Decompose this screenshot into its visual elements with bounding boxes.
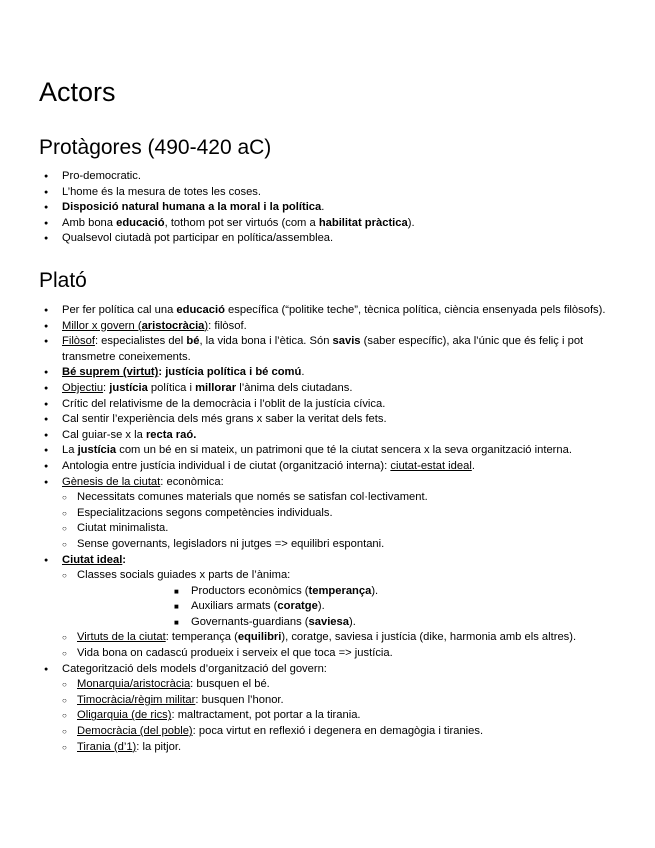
sub-list-item — [40, 568, 618, 584]
list-item — [40, 334, 618, 365]
text-run: : justícia política i bé comú — [158, 366, 302, 379]
text-run: Governants-guardians ( — [191, 615, 309, 628]
text-run: recta raó. — [145, 428, 197, 441]
list-item — [40, 319, 618, 335]
text-run: Crític del relativisme de la democràcia i l’oblit de la justícia cívica. — [62, 397, 386, 410]
text-run: Antologia entre justícia individual i de ciutat (organització interna): — [62, 459, 391, 472]
text-run: justícia — [109, 381, 148, 394]
list-item — [40, 303, 618, 319]
page-title: Actors — [39, 77, 116, 107]
text-run: : poca virtut en reflexió i degenera en demagògia i tiranies. — [192, 725, 484, 738]
sub-list-item — [40, 521, 618, 537]
sub-sub-list-item — [40, 615, 618, 631]
text-run: Democràcia (del poble) — [77, 725, 193, 738]
text-run: com un bé en si mateix, un patrimoni que té la ciutat sencera x la seva organització interna. — [116, 444, 572, 457]
text-run: Ciutat minimalista. — [77, 522, 169, 535]
list-item — [40, 443, 618, 459]
list-item — [40, 200, 618, 216]
text-run: Objectiu — [62, 381, 104, 394]
text-run: : temperança ( — [165, 631, 238, 644]
text-run: coratge — [277, 600, 318, 613]
text-run: Millor x govern ( — [62, 319, 142, 332]
text-run: Especialitzacions segons competències individuals. — [77, 506, 333, 519]
text-run: . — [471, 459, 475, 472]
list-item — [40, 185, 618, 201]
sub-list-item — [40, 708, 618, 724]
text-run: : filòsof. — [208, 319, 247, 332]
text-run: : econòmica: — [160, 475, 224, 488]
text-run: Virtuts de la ciutat — [77, 631, 166, 644]
plato-list — [40, 303, 618, 755]
text-run: : maltractament, pot portar a la tirania. — [171, 709, 361, 722]
list-item — [40, 231, 618, 247]
text-run: Per fer política cal una — [62, 304, 177, 316]
text-run: . — [321, 201, 325, 214]
text-run: habilitat pràctica — [318, 216, 408, 229]
text-run: Gènesis de la ciutat — [62, 475, 161, 488]
text-run: Classes socials guiades x parts de l’ànima: — [77, 569, 291, 582]
text-run: Necessitats comunes materials que només se satisfan col·lectivament. — [77, 491, 428, 504]
text-run: Ciutat ideal — [62, 553, 123, 566]
list-item — [40, 662, 618, 678]
list-item — [40, 169, 618, 185]
sub-sub-list-item — [40, 599, 618, 615]
text-run: ) — [204, 319, 209, 332]
list-item — [40, 397, 618, 413]
text-run: : — [122, 553, 127, 566]
text-run: Bé suprem (virtut) — [62, 366, 159, 379]
text-run: Productors econòmics ( — [191, 584, 309, 597]
text-run: Qualsevol ciutadà pot participar en política/assemblea. — [62, 232, 334, 245]
text-run: millorar — [195, 381, 237, 394]
list-item — [40, 553, 618, 569]
text-run: bé — [186, 335, 200, 348]
text-run: justícia — [77, 444, 117, 457]
list-item — [40, 412, 618, 428]
text-run: política i — [147, 381, 196, 394]
text-run: , tothom pot ser virtuós (com a — [164, 216, 319, 229]
text-run: (saber específic), aka l’únic que és feliç i pot transmetre coneixements. — [62, 335, 584, 363]
text-run: ), coratge, saviesa i justícia (dike, harmonia amb els altres). — [281, 631, 577, 644]
protagores-list — [40, 169, 618, 247]
text-run: : especialistes del — [94, 335, 187, 348]
list-item — [40, 365, 618, 381]
section-heading-protagores: Protàgores (490-420 aC) — [39, 136, 272, 159]
sub-list-item — [40, 693, 618, 709]
text-run: : — [103, 381, 110, 394]
text-run: : busquen l’honor. — [195, 693, 284, 706]
text-run: específica (“politike teche”, tècnica política, ciència ensenyada pels filòsofs). — [224, 304, 606, 316]
text-run: saviesa — [308, 615, 349, 628]
sub-list-item — [40, 537, 618, 553]
sub-list-item — [40, 724, 618, 740]
text-run: equilibri — [237, 631, 282, 644]
sub-list-item — [40, 630, 618, 646]
list-item — [40, 216, 618, 232]
sub-list-item — [40, 677, 618, 693]
text-run: ciutat-estat ideal — [390, 459, 472, 472]
text-run: Timocràcia/règim militar — [77, 693, 196, 706]
text-run: Monarquia/aristocràcia — [77, 678, 191, 691]
text-run: . — [301, 366, 305, 379]
text-run: Amb bona — [62, 216, 117, 229]
text-run: temperança — [308, 584, 372, 597]
text-run: Disposició natural humana a la moral i la política — [62, 201, 322, 214]
text-run: Cal sentir l’experiència dels més grans x saber la veritat dels fets. — [62, 413, 387, 426]
text-run: ). — [371, 584, 379, 597]
text-run: savis — [332, 335, 361, 348]
text-run: educació — [176, 304, 225, 316]
text-run: La — [62, 444, 78, 457]
text-run: ). — [348, 615, 356, 628]
text-run: Vida bona on cadascú produeix i serveix el que toca => justícia. — [77, 647, 393, 660]
text-run: : busquen el bé. — [190, 678, 270, 691]
sub-sub-list-item — [40, 584, 618, 600]
text-run: Cal guiar-se x la — [62, 428, 146, 441]
text-run: ). — [317, 600, 325, 613]
text-run: educació — [116, 216, 165, 229]
text-run: : la pitjor. — [136, 740, 182, 753]
sub-list-item — [40, 490, 618, 506]
section-heading-plato: Plató — [39, 269, 87, 292]
sub-list-item — [40, 740, 618, 756]
text-run: aristocràcia — [141, 319, 205, 332]
text-run: L’home és la mesura de totes les coses. — [62, 185, 261, 198]
text-run: Filòsof — [62, 335, 95, 348]
text-run: Sense governants, legisladors ni jutges => equilibri espontani. — [77, 537, 385, 550]
text-run: Categorització dels models d’organització del govern: — [62, 662, 327, 675]
text-run: Oligarquia (de rics) — [77, 709, 172, 722]
sub-list-item — [40, 506, 618, 522]
text-run: Tirania (d’1) — [77, 740, 137, 753]
text-run: , la vida bona i l’ètica. Són — [199, 335, 333, 348]
text-run: l’ànima dels ciutadans. — [236, 381, 353, 394]
list-item — [40, 428, 618, 444]
text-run: Auxiliars armats ( — [191, 600, 278, 613]
list-item — [40, 459, 618, 475]
list-item — [40, 475, 618, 491]
text-run: Pro-democratic. — [62, 170, 141, 182]
text-run: ). — [407, 216, 415, 229]
sub-list-item — [40, 646, 618, 662]
list-item — [40, 381, 618, 397]
